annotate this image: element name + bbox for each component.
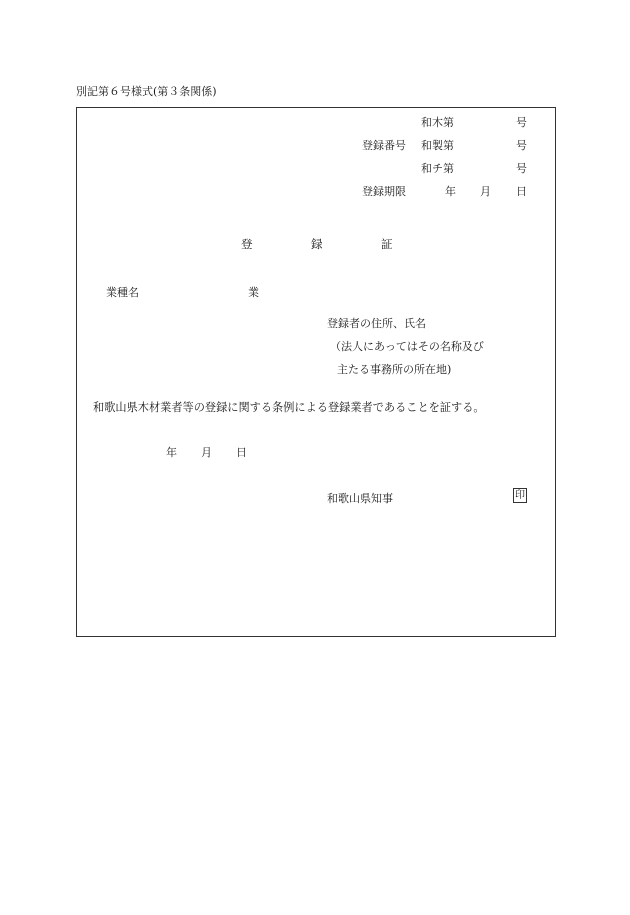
title-char-3: 証 bbox=[381, 237, 393, 251]
seal-box: 印 bbox=[515, 490, 525, 501]
registration-suffix-wood: 号 bbox=[516, 116, 527, 129]
registration-prefix-wood: 和木第 bbox=[421, 116, 454, 129]
registration-prefix-mill: 和製第 bbox=[421, 139, 454, 152]
certification-statement: 和歌山県木材業者等の登録に関する条例による登録業者であることを証する。 bbox=[93, 401, 485, 414]
registration-prefix-chip: 和チ第 bbox=[421, 162, 454, 175]
registration-suffix-chip: 号 bbox=[516, 162, 527, 175]
registrant-note-line-2: 主たる事務所の所在地) bbox=[337, 363, 452, 376]
issue-date-year: 年 bbox=[166, 446, 177, 459]
business-type-label: 業種名 bbox=[106, 286, 139, 299]
issue-date-month: 月 bbox=[201, 446, 212, 459]
title-char-1: 登 bbox=[241, 237, 253, 251]
registration-period-year: 年 bbox=[445, 185, 456, 198]
registration-suffix-mill: 号 bbox=[516, 139, 527, 152]
registration-period-month: 月 bbox=[480, 185, 491, 198]
issue-date-day: 日 bbox=[236, 446, 247, 459]
registration-period-label: 登録期限 bbox=[362, 185, 406, 198]
registrant-note-line-1: （法人にあってはその名称及び bbox=[330, 340, 484, 353]
title-char-2: 録 bbox=[311, 237, 323, 251]
registration-number-label: 登録番号 bbox=[362, 139, 406, 152]
business-type-suffix: 業 bbox=[248, 286, 259, 299]
registration-period-day: 日 bbox=[516, 185, 527, 198]
form-header: 別記第６号様式(第３条関係) bbox=[76, 85, 217, 98]
issuer-name: 和歌山県知事 bbox=[327, 492, 393, 505]
registrant-label: 登録者の住所、氏名 bbox=[327, 317, 426, 330]
